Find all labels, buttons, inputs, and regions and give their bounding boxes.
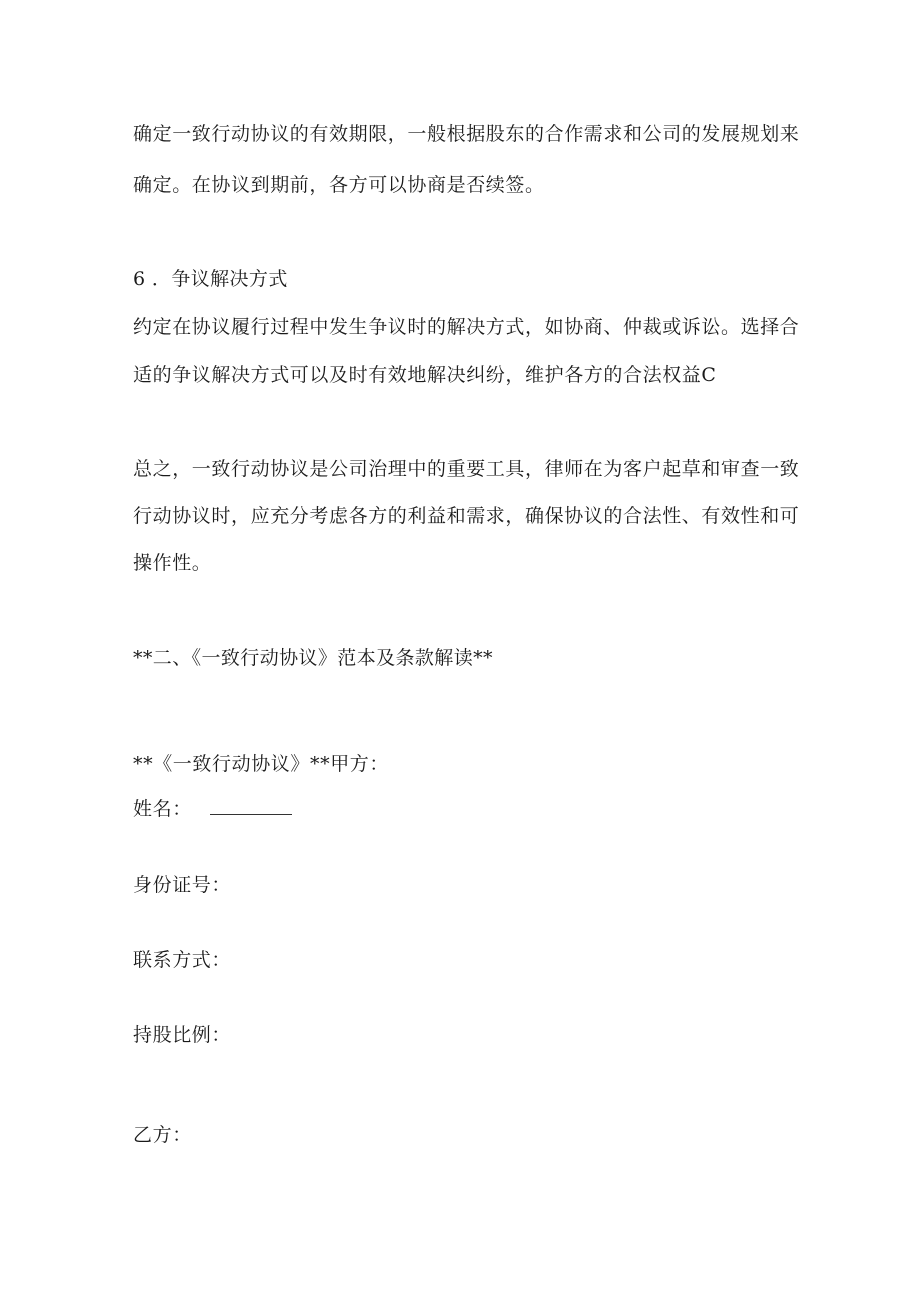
part-2-title: **二、《一致行动协议》范本及条款解读** [133, 647, 493, 669]
dispute-paragraph-line-1: 约定在协议履行过程中发生争议时的解决方式，如协商、仲裁或诉讼。选择合 [133, 316, 800, 338]
term-paragraph-line-2: 确定。在协议到期前，各方可以协商是否续签。 [133, 174, 545, 196]
section-6-title: 6 ．争议解决方式 [133, 268, 288, 290]
agreement-header: **《一致行动协议》**甲方： [133, 753, 390, 775]
name-field-blank [210, 796, 292, 815]
id-number-field-label: 身份证号： [133, 874, 232, 896]
share-ratio-field-label: 持股比例： [133, 1024, 232, 1046]
contact-field-label: 联系方式： [133, 949, 232, 971]
party-b-label: 乙方： [133, 1124, 192, 1146]
term-paragraph-line-1: 确定一致行动协议的有效期限，一般根据股东的合作需求和公司的发展规划来 [133, 123, 800, 145]
summary-paragraph-line-3: 操作性。 [133, 552, 212, 574]
name-field-row [133, 796, 292, 822]
name-field-label: 姓名： [133, 798, 192, 820]
dispute-paragraph-line-2: 适的争议解决方式可以及时有效地解决纠纷，维护各方的合法权益C [133, 364, 717, 386]
summary-paragraph-line-1: 总之，一致行动协议是公司治理中的重要工具，律师在为客户起草和审查一致 [133, 458, 800, 480]
summary-paragraph-line-2: 行动协议时，应充分考虑各方的利益和需求，确保协议的合法性、有效性和可 [133, 505, 800, 527]
